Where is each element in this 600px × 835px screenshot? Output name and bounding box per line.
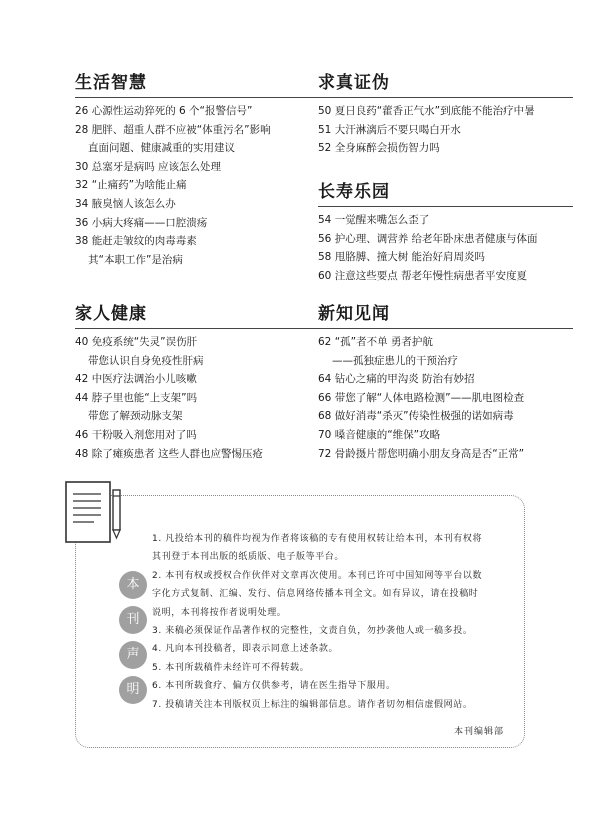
notice-text [152, 530, 512, 714]
notice-item: 7. 投稿请关注本刊版权页上标注的编辑部信息。请作者切勿相信虚假网站。 [152, 699, 473, 710]
toc-item[interactable]: 64 钻心之痛的甲沟炎 防治有妙招 [318, 373, 475, 386]
toc-item[interactable]: 68 做好消毒“杀灭”传染性极强的诺如病毒 [318, 410, 514, 423]
toc-item[interactable]: 54 一觉醒来嘴怎么歪了 [318, 214, 430, 226]
document-pen-icon [64, 480, 132, 550]
toc-item-subtitle[interactable]: 带您了解颈动脉支架 [88, 410, 183, 423]
toc-item[interactable]: 72 骨龄摄片帮您明确小朋友身高是否“正常” [318, 447, 525, 460]
toc-item[interactable]: 28 肥胖、超重人群不应被“体重污名”影响 [75, 123, 271, 136]
toc-item-subtitle[interactable]: ——孤独症患儿的干预治疗 [332, 354, 458, 367]
notice-seal-char: 声 [119, 641, 147, 669]
notice-item: 6. 本刊所载食疗、偏方仅供参考，请在医生指导下服用。 [152, 681, 396, 692]
toc-item[interactable]: 58 甩胳膊、撞大树 能治好肩周炎吗 [318, 251, 486, 264]
toc-item-subtitle[interactable]: 其“本职工作”是治病 [88, 253, 183, 266]
notice-item: 其刊登于本刊出版的纸质版、电子版等平台。 [152, 552, 345, 563]
notice-item: 5. 本刊所载稿件未经许可不得转载。 [152, 662, 310, 673]
notice-seal-char: 刊 [119, 606, 147, 634]
toc-item-subtitle[interactable]: 直面问题、健康减重的实用建议 [88, 142, 235, 155]
section-title: 家人健康 [75, 303, 335, 329]
section-family-health [75, 303, 335, 463]
notice-signature: 本刊编辑部 [453, 727, 504, 737]
toc-item[interactable]: 52 全身麻醉会损伤智力吗 [318, 142, 440, 155]
notice-item: 2. 本刊有权或授权合作伙伴对文章再次使用。本刊已许可中国知网等平台以数 [152, 570, 483, 581]
toc-item[interactable]: 70 嗓音健康的“维保”攻略 [318, 428, 441, 441]
toc-item[interactable]: 36 小病大疼痛——口腔溃疡 [75, 216, 208, 229]
toc-item[interactable]: 46 干粉吸入剂您用对了吗 [75, 428, 197, 441]
notice-seal-char: 明 [119, 676, 147, 704]
section-title: 生活智慧 [75, 72, 335, 98]
section-title: 新知见闻 [318, 303, 573, 329]
toc-item[interactable]: 60 注意这些要点 帮老年慢性病患者平安度夏 [318, 269, 528, 282]
toc-item[interactable]: 42 中医疗法调治小儿咳嗽 [75, 373, 197, 386]
toc-item-subtitle[interactable]: 带您认识自身免疫性肝病 [88, 354, 204, 367]
section-title: 求真证伪 [318, 72, 573, 98]
toc-item[interactable]: 62 “孤”者不单 勇者护航 [318, 336, 433, 348]
notice-item: 1. 凡投给本刊的稿件均视为作者将该稿的专有使用权转让给本刊，本刊有权将 [152, 534, 483, 544]
notice-item: 4. 凡向本刊投稿者，即表示同意上述条款。 [152, 644, 339, 655]
toc-item[interactable]: 44 脖子里也能“上支架”吗 [75, 391, 198, 404]
section-life-wisdom [75, 72, 335, 269]
toc-item[interactable]: 30 总塞牙是病吗 应该怎么处理 [75, 160, 222, 173]
notice-item: 3. 来稿必须保证作品著作权的完整性，文责自负，勿抄袭他人或一稿多投。 [152, 626, 473, 637]
toc-item[interactable]: 51 大汗淋漓后不要只喝白开水 [318, 123, 461, 136]
toc-item[interactable]: 56 护心理、调营养 给老年卧床患者健康与体面 [318, 232, 538, 245]
section-new-knowledge [318, 303, 573, 463]
toc-item[interactable]: 40 免疫系统“失灵”误伤肝 [75, 336, 198, 348]
toc-item[interactable]: 26 心源性运动猝死的 6 个“报警信号” [75, 105, 253, 117]
section-truth-check [318, 72, 573, 158]
toc-item[interactable]: 38 能赶走皱纹的肉毒毒素 [75, 235, 197, 248]
toc-item[interactable]: 66 带您了解“人体电路检测”——肌电图检查 [318, 391, 525, 404]
notice-item: 说明，本刊将按作者说明处理。 [152, 607, 287, 618]
section-longevity [318, 181, 573, 285]
section-title: 长寿乐园 [318, 181, 573, 207]
toc-item[interactable]: 34 腋臭恼人该怎么办 [75, 197, 176, 210]
toc-item[interactable]: 50 夏日良药“藿香正气水”到底能不能治疗中暑 [318, 105, 535, 117]
toc-item[interactable]: 48 除了瘫痪患者 这些人群也应警惕压疮 [75, 447, 264, 460]
notice-item: 字化方式复制、汇编、发行、信息网络传播本刊全文。如有异议，请在投稿时 [152, 589, 479, 600]
toc-item[interactable]: 32 “止痛药”为啥能止痛 [75, 179, 187, 192]
notice-seal-char: 本 [119, 571, 147, 599]
